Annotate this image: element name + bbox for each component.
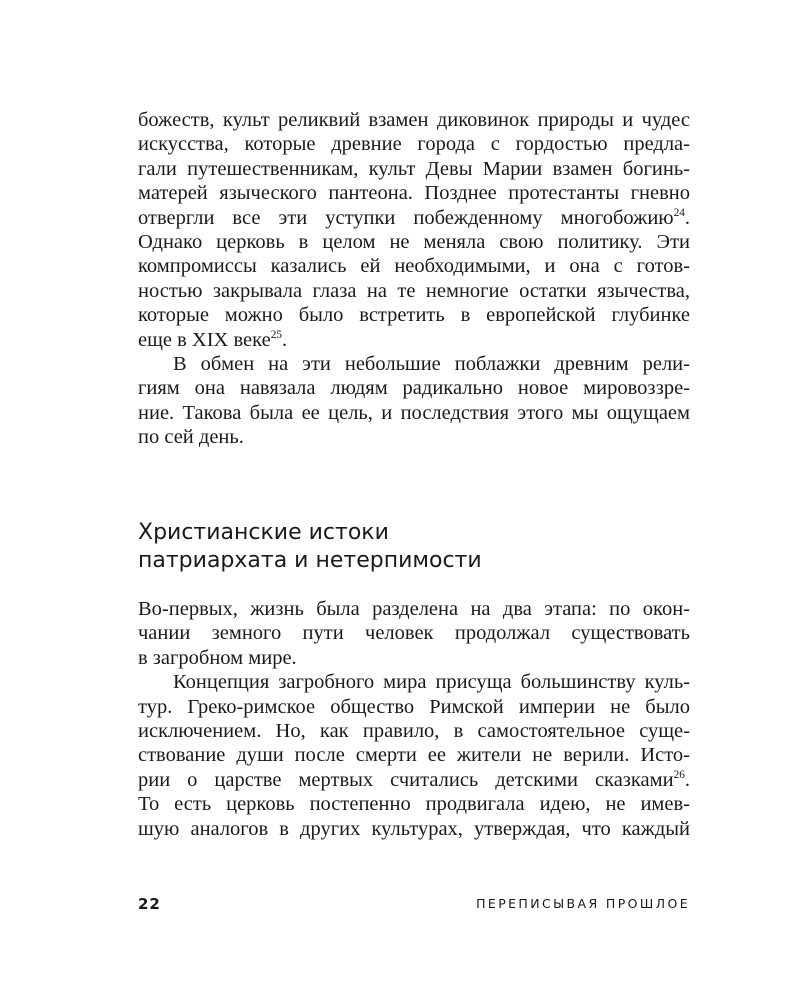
heading-line-1: Христианские истоки: [138, 520, 389, 545]
line-text: еще в XIX веке: [138, 328, 271, 351]
text-line: [138, 768, 690, 792]
text-line: [138, 279, 690, 303]
text-line: [138, 376, 690, 400]
text-line: [138, 352, 690, 376]
line-tail: .: [684, 768, 690, 791]
text-line: [138, 670, 690, 694]
paragraph-block-top: [138, 108, 690, 449]
section-heading: [138, 519, 698, 575]
line-text: тур. Греко-римское общество Римской империи не было: [138, 695, 690, 718]
text-line: [138, 181, 690, 205]
line-text: ние. Такова была ее цель, и последствия этого мы ощущаем: [138, 401, 690, 424]
text-line: [138, 108, 690, 132]
footnote-ref: 25: [270, 328, 282, 341]
running-head: ПЕРЕПИСЫВАЯ ПРОШЛОЕ: [476, 896, 690, 911]
line-text: по сей день.: [138, 426, 244, 449]
line-tail: .: [684, 206, 690, 229]
text-line: [138, 792, 690, 816]
text-line: [138, 401, 690, 425]
text-line: [138, 157, 690, 181]
footnote-ref: 26: [673, 768, 685, 781]
line-text: Однако церковь в целом не меняла свою политику. Эти: [138, 230, 690, 253]
text-line: [138, 328, 690, 352]
line-text: матерей языческого пантеона. Позднее протестанты гневно: [138, 182, 690, 205]
text-line: [138, 695, 690, 719]
page-number: 22: [138, 895, 161, 913]
text-line: [138, 719, 690, 743]
line-text: гиям она навязала людям радикально новое мировоззре-: [138, 377, 690, 400]
text-line: [138, 646, 690, 670]
text-line: [138, 817, 690, 841]
line-text: которые можно было встретить в европейской глубинке: [138, 304, 690, 327]
text-line: [138, 621, 690, 645]
line-text: Во-первых, жизнь была разделена на два этапа: по окон-: [138, 598, 690, 620]
line-text: в загробном мире.: [138, 646, 297, 669]
line-text: То есть церковь постепенно продвигала идею, не имев-: [138, 793, 690, 816]
line-text: ностью закрывала глаза на те немногие остатки язычества,: [138, 279, 690, 302]
line-text: отвергли все эти уступки побежденному многобожию: [138, 206, 674, 229]
heading-line-2: патриархата и нетерпимости: [138, 548, 482, 573]
text-line: [138, 743, 690, 767]
text-line: [138, 303, 690, 327]
line-text: В обмен на эти небольшие поблажки древним рели-: [173, 352, 690, 375]
text-line: [138, 206, 690, 230]
line-text: компромиссы казались ей необходимыми, и она с готов-: [138, 255, 690, 278]
footnote-ref: 24: [673, 206, 685, 219]
line-text: ствование души после смерти ее жители не верили. Исто-: [138, 744, 690, 767]
paragraph-block-bottom: [138, 597, 690, 841]
line-text: исключением. Но, как правило, в самостоятельное суще-: [138, 719, 690, 742]
text-line: [138, 425, 690, 449]
line-text: рии о царстве мертвых считались детскими сказками: [138, 768, 674, 791]
text-line: [138, 132, 690, 156]
line-text: искусства, которые древние города с гордостью предла-: [138, 133, 690, 156]
text-line: [138, 230, 690, 254]
page-footer: [138, 892, 690, 916]
text-line: [138, 254, 690, 278]
line-text: Концепция загробного мира присуща большинству куль-: [173, 671, 690, 694]
line-text: чании земного пути человек продолжал существовать: [138, 622, 690, 645]
line-text: гали путешественникам, культ Девы Марии взамен богинь-: [138, 157, 690, 180]
text-line: [138, 597, 690, 621]
line-text: божеств, культ реликвий взамен диковинок природы и чудес: [138, 109, 690, 131]
line-text: шую аналогов в других культурах, утверждая, что каждый: [138, 817, 690, 840]
line-tail: .: [281, 328, 288, 351]
